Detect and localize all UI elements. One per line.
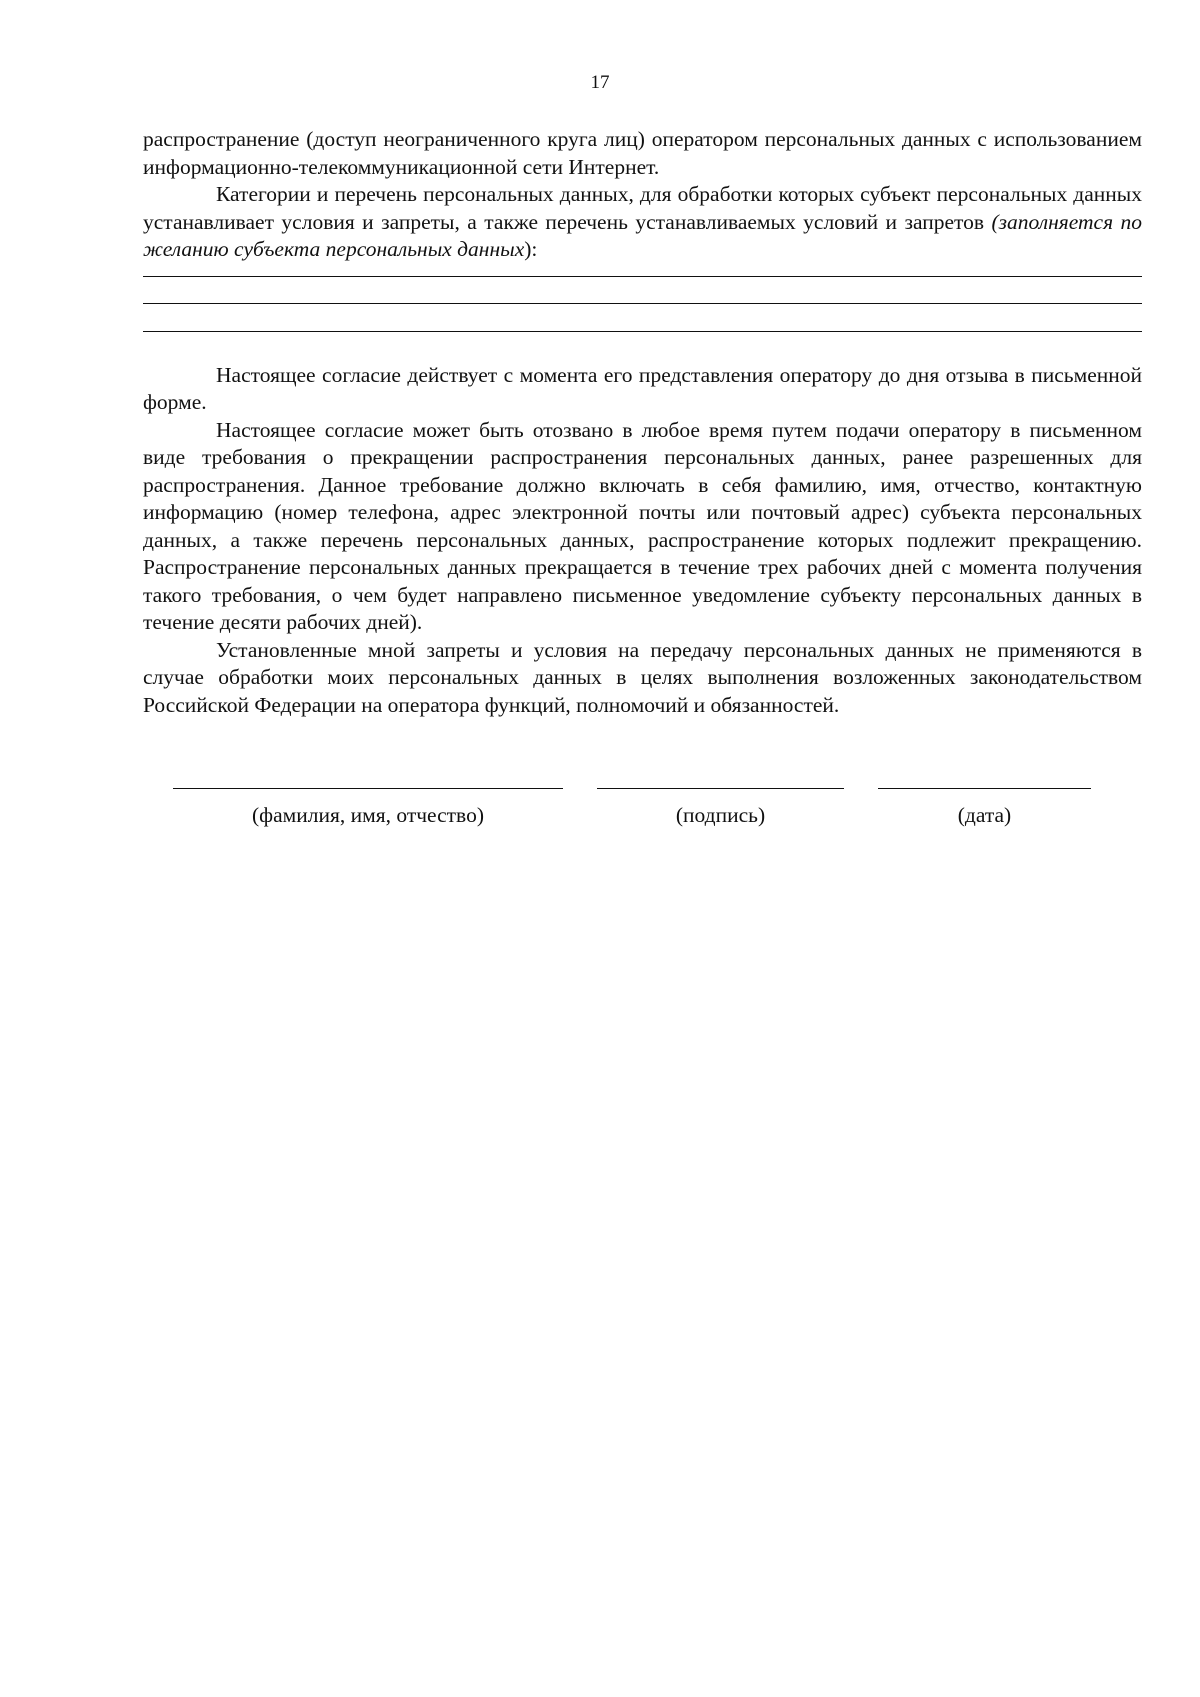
- paragraph-distribution-internet: распространение (доступ неограниченного круга лиц) оператором персональных данных с использованием информационно-телекоммуникационной сети Интернет.: [143, 127, 1142, 179]
- date-field: [878, 788, 1091, 828]
- paragraph-categories-note: (заполняется по желанию субъекта персональных данных: [143, 209, 1142, 261]
- fill-in-line-2[interactable]: [143, 303, 1142, 304]
- paragraph-consent-validity: Настоящее согласие действует с момента его представления оператору до дня отзыва в письменной форме.: [143, 362, 1142, 414]
- date-line[interactable]: [878, 788, 1091, 789]
- page-number: 17: [590, 72, 610, 93]
- name-line[interactable]: [173, 788, 563, 789]
- fill-in-line-3[interactable]: [143, 331, 1142, 332]
- signature-label: (подпись): [675, 803, 766, 827]
- signature-block: [0, 788, 1200, 848]
- name-field: [173, 788, 563, 828]
- paragraph-categories-text: Категории и перечень персональных данных, для обработки которых субъект персональных данных устанавливает условия и запреты, а также перечень устанавливаемых условий и запретов: [143, 182, 1142, 234]
- paragraph-restrictions-exception: Установленные мной запреты и условия на передачу персональных данных не применяются в случае обработки моих персональных данных в целях выполнения возложенных законодательством Российской Федерации на оператора функций, полномочий и обязанностей.: [143, 637, 1142, 717]
- signature-line[interactable]: [597, 788, 844, 789]
- signature-field: [597, 788, 844, 828]
- name-label: (фамилия, имя, отчество): [252, 803, 484, 827]
- document-body: [143, 126, 1142, 719]
- fill-in-lines: [143, 276, 1142, 332]
- paragraph-categories-conditions: [143, 181, 1142, 264]
- paragraph-categories-end: ):: [524, 237, 538, 261]
- paragraph-consent-revocation: Настоящее согласие может быть отозвано в любое время путем подачи оператору в письменном виде требования о прекращении распространения персональных данных, ранее разрешенных для распространения. Данное требование должно включать в себя фамилию, имя, отчество, контактную информацию (номер телефона, адрес электронной почты или почтовый адрес) субъекта персональных данных, а также перечень персональных данных, распространение которых подлежит прекращению. Распространение персональных данных прекращается в течение трех рабочих дней с момента получения такого требования, о чем будет направлено письменное уведомление субъекту персональных данных в течение десяти рабочих дней).: [143, 417, 1142, 634]
- date-label: (дата): [957, 803, 1012, 827]
- fill-in-line-1[interactable]: [143, 276, 1142, 277]
